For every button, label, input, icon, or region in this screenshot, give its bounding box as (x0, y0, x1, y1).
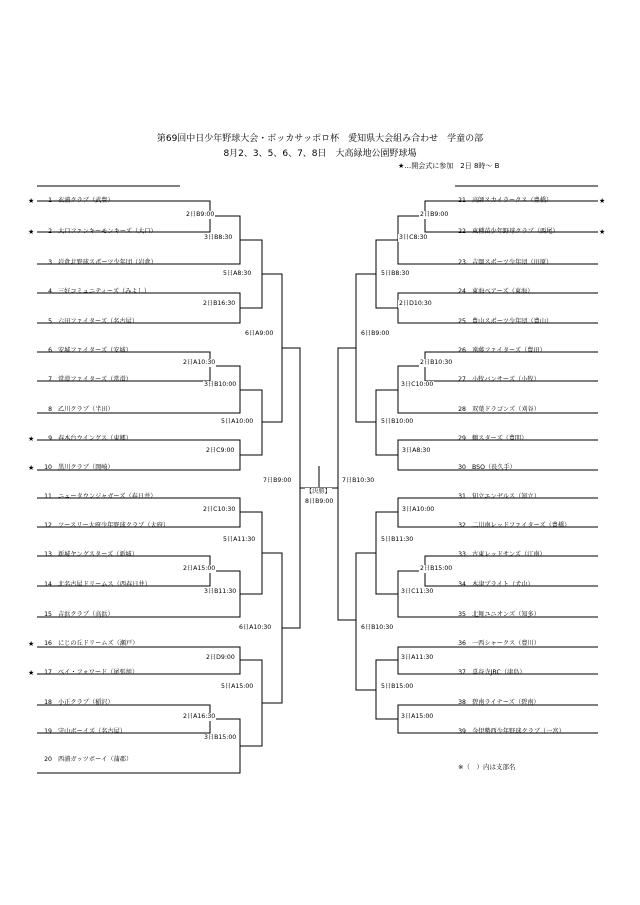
left-team: 19 守山ボーイズ（名古屋） (44, 728, 126, 735)
bracket-connector (180, 293, 240, 323)
bracket-connector (282, 348, 300, 628)
left-team: 2 大口ファンキーモンキーズ（大口） (48, 228, 157, 235)
game-label: 3日C11:30 (401, 588, 434, 595)
right-team: 33 古東レッドサンズ（江南） (458, 551, 546, 558)
game-label: 3日C10:00 (401, 381, 434, 388)
right-team: 27 小牧バンサーズ（小牧） (458, 376, 540, 383)
game-label: 3日B10:00 (204, 381, 237, 388)
game-label: 2日C10:30 (203, 506, 236, 513)
game-label: 3日A11:30 (401, 654, 434, 661)
opening-ceremony-note: ★…開会式に参加 2日 8時〜 B (398, 162, 500, 170)
game-label: 5日B8:30 (381, 270, 410, 277)
game-label: 2日D9:00 (206, 654, 235, 661)
opening-star-icon: ★ (28, 640, 35, 648)
game-label: 6日B9:00 (361, 330, 390, 337)
game-label: 6日A10:30 (239, 624, 272, 631)
game-label: 2日B15:00 (420, 565, 453, 572)
left-team: 17 ベイ・フォワード（尾張旭） (44, 669, 139, 676)
right-team: 29 鶴スターズ（豊明） (458, 435, 528, 442)
game-label: 5日A8:30 (223, 270, 252, 277)
left-team: 3 岩倉北野球スポーツ少年団（岩倉） (48, 259, 157, 266)
right-team: 38 碧南ライナーズ（碧南） (458, 699, 540, 706)
left-team: 12 ツースリー大府少年野球クラブ（大府） (44, 522, 170, 529)
right-team: 34 木津ブライト（犬山） (458, 581, 534, 588)
opening-star-icon: ★ (28, 435, 35, 443)
opening-star-icon: ★ (28, 228, 35, 236)
game-label: 2日B10:30 (420, 359, 453, 366)
left-team: 6 安城ファイターズ（安城） (48, 347, 132, 354)
game-label: 6日A9:00 (245, 330, 274, 337)
final-time: 8日B9:00 (305, 498, 334, 505)
game-label: 7日B9:00 (263, 477, 292, 484)
left-team: 13 新城ヤングスターズ（新城） (44, 551, 138, 558)
left-team: 16 にじの丘ドリームズ（瀬戸） (44, 640, 139, 647)
game-label: 5日A11:30 (223, 536, 256, 543)
game-label: 2日B9:00 (186, 211, 215, 218)
game-label: 3日B8:30 (204, 234, 233, 241)
bracket-connector (356, 553, 376, 690)
left-team: 9 春木台ウイングス（東郷） (48, 435, 132, 442)
bracket-connector (262, 274, 282, 422)
game-label: 5日A10:00 (221, 418, 254, 425)
right-team: 30 BSO（長久手） (458, 464, 516, 471)
right-team: 22 東種苗少年野球クラブ（西尾） (458, 228, 559, 235)
game-label: 7日B10:30 (342, 477, 375, 484)
right-team: 23 吉岡スポーツ少年団（田原） (458, 259, 553, 266)
left-team: 10 黒川クラブ（岡崎） (44, 464, 114, 471)
right-team: 32 二川南レッドファイターズ（豊橋） (458, 522, 571, 529)
left-team: 14 北名古屋ドリームス（西春日井） (44, 581, 151, 588)
game-label: 2日B16:30 (203, 300, 236, 307)
right-team: 21 高師スカイラークス（豊橋） (458, 197, 553, 204)
right-team: 31 知立エンゼルス（知立） (458, 493, 540, 500)
right-team: 28 双葉ドラゴンズ（刈谷） (458, 406, 540, 413)
bracket-connector (240, 660, 262, 746)
tournament-dates: 8月2、3、5、6、7、8日 大高緑地公園野球場 (223, 149, 417, 159)
left-team: 4 三好コミュニティーズ（みよし） (48, 288, 150, 295)
game-label: 2日A15:00 (183, 565, 216, 572)
opening-star-icon: ★ (599, 197, 606, 205)
game-label: 2日D10:30 (399, 300, 432, 307)
bracket-connector (376, 512, 398, 594)
left-team: 5 六田ファイターズ（名古屋） (48, 318, 139, 325)
bracket-connector (398, 366, 455, 413)
right-team: 36 一西シャークス（豊川） (458, 640, 540, 647)
game-label: 3日B15:00 (204, 734, 237, 741)
game-label: 3日B11:30 (204, 588, 237, 595)
right-team: 24 東海ベアーズ（東海） (458, 288, 534, 295)
bracket-connector (356, 274, 376, 422)
opening-star-icon: ★ (28, 464, 35, 472)
page-title: 第69回中日少年野球大会・ボッカサッポロ杯 愛知県大会組み合わせ 学童の部 (156, 134, 484, 144)
game-label: 3日A8:30 (402, 447, 431, 454)
left-team: 11 ニュータウンジャガーズ（春日井） (44, 493, 157, 500)
left-team: 15 吉浜クラブ（高浜） (44, 611, 114, 618)
right-team: 35 北舞ユニオンズ（知多） (458, 611, 540, 618)
bracket-connector (180, 440, 240, 470)
right-team: 37 喜谷寺JBC（津島） (458, 669, 526, 676)
footnote: ※（ ）内は支部名 (458, 763, 516, 771)
left-team: 1 衣浦クラブ（武豊） (48, 197, 114, 204)
game-label: 2日A10:30 (183, 359, 216, 366)
bracket-connector (240, 512, 262, 594)
game-label: 3日C8:30 (399, 234, 428, 241)
game-label: 6日B10:30 (361, 624, 394, 631)
final-label: 【決勝】 (306, 488, 331, 495)
game-label: 2日C9:00 (206, 447, 235, 454)
bracket-connector (398, 440, 455, 470)
left-team: 18 小正クラブ（稲沢） (44, 699, 114, 706)
game-label: 5日B15:00 (381, 683, 414, 690)
opening-star-icon: ★ (28, 669, 35, 677)
left-team: 7 常滑ファイターズ（常滑） (48, 376, 132, 383)
game-label: 3日A15:00 (401, 713, 434, 720)
game-label: 5日A15:00 (221, 683, 254, 690)
left-team: 8 乙川クラブ（半田） (48, 406, 114, 413)
opening-star-icon: ★ (599, 228, 606, 236)
game-label: 3日A10:00 (402, 506, 435, 513)
right-team: 26 遠藤ファイターズ（豊田） (458, 347, 546, 354)
left-team: 20 西浦ガッツボーイ（蒲郡） (44, 756, 133, 763)
game-label: 5日B11:30 (381, 536, 414, 543)
opening-star-icon: ★ (28, 197, 35, 205)
game-label: 2日A16:30 (183, 713, 216, 720)
bracket-connector (398, 293, 455, 323)
game-label: 2日B9:00 (420, 211, 449, 218)
right-team: 39 今伊勢西少年野球クラブ（一宮） (458, 728, 565, 735)
game-label: 5日B10:00 (381, 418, 414, 425)
right-team: 25 豊山スポーツ少年団（豊山） (458, 318, 553, 325)
